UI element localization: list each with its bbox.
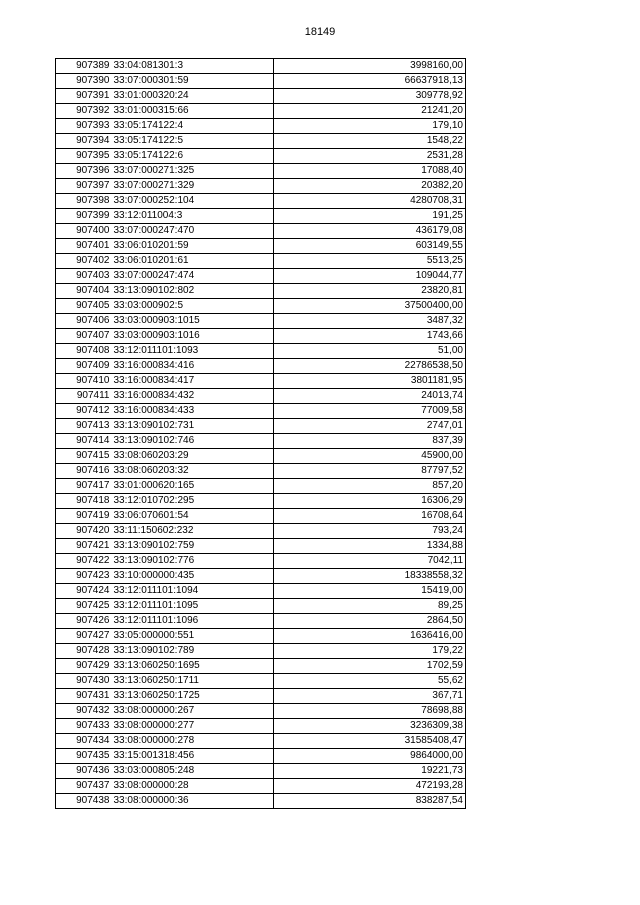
table-row [56, 134, 466, 149]
cadastral-number-cell: 33:05:174122:6 [112, 149, 274, 164]
table-row [56, 269, 466, 284]
table-row [56, 539, 466, 554]
table-row [56, 239, 466, 254]
value-cell: 2747,01 [274, 419, 466, 434]
table-row [56, 194, 466, 209]
row-id-cell: 907398 [56, 194, 112, 209]
table-row [56, 689, 466, 704]
row-id-cell: 907413 [56, 419, 112, 434]
row-id-cell: 907399 [56, 209, 112, 224]
table-row [56, 404, 466, 419]
row-id-cell: 907406 [56, 314, 112, 329]
cadastral-number-cell: 33:12:010702:295 [112, 494, 274, 509]
table-row [56, 494, 466, 509]
value-cell: 15419,00 [274, 584, 466, 599]
table-row [56, 629, 466, 644]
row-id-cell: 907412 [56, 404, 112, 419]
table-row [56, 314, 466, 329]
table-row [56, 779, 466, 794]
value-cell: 109044,77 [274, 269, 466, 284]
value-cell: 191,25 [274, 209, 466, 224]
table-row [56, 209, 466, 224]
table-row [56, 614, 466, 629]
value-cell: 367,71 [274, 689, 466, 704]
value-cell: 45900,00 [274, 449, 466, 464]
table-row [56, 569, 466, 584]
cadastral-number-cell: 33:01:000315:66 [112, 104, 274, 119]
table-row [56, 284, 466, 299]
cadastral-number-cell: 33:05:174122:5 [112, 134, 274, 149]
cadastral-number-cell: 33:03:000903:1016 [112, 329, 274, 344]
cadastral-number-cell: 33:13:090102:789 [112, 644, 274, 659]
table-row [56, 104, 466, 119]
row-id-cell: 907405 [56, 299, 112, 314]
row-id-cell: 907432 [56, 704, 112, 719]
table-row [56, 479, 466, 494]
value-cell: 24013,74 [274, 389, 466, 404]
value-cell: 77009,58 [274, 404, 466, 419]
cadastral-number-cell: 33:08:060203:32 [112, 464, 274, 479]
row-id-cell: 907411 [56, 389, 112, 404]
value-cell: 89,25 [274, 599, 466, 614]
value-cell: 838287,54 [274, 794, 466, 809]
row-id-cell: 907403 [56, 269, 112, 284]
table-row [56, 74, 466, 89]
value-cell: 16708,64 [274, 509, 466, 524]
cadastral-number-cell: 33:16:000834:432 [112, 389, 274, 404]
table-row [56, 344, 466, 359]
table-row [56, 509, 466, 524]
cadastral-number-cell: 33:06:010201:61 [112, 254, 274, 269]
cadastral-number-cell: 33:06:010201:59 [112, 239, 274, 254]
cadastral-number-cell: 33:07:000301:59 [112, 74, 274, 89]
cadastral-number-cell: 33:16:000834:417 [112, 374, 274, 389]
table-row [56, 704, 466, 719]
value-cell: 1743,66 [274, 329, 466, 344]
table-row [56, 659, 466, 674]
value-cell: 793,24 [274, 524, 466, 539]
table-row [56, 554, 466, 569]
cadastral-number-cell: 33:13:090102:759 [112, 539, 274, 554]
row-id-cell: 907392 [56, 104, 112, 119]
value-cell: 5513,25 [274, 254, 466, 269]
cadastral-number-cell: 33:13:090102:802 [112, 284, 274, 299]
cadastral-number-cell: 33:13:060250:1695 [112, 659, 274, 674]
table-row [56, 434, 466, 449]
cadastral-number-cell: 33:05:000000:551 [112, 629, 274, 644]
cadastral-number-cell: 33:05:174122:4 [112, 119, 274, 134]
cadastral-number-cell: 33:06:070601:54 [112, 509, 274, 524]
value-cell: 1548,22 [274, 134, 466, 149]
cadastral-number-cell: 33:13:060250:1711 [112, 674, 274, 689]
row-id-cell: 907435 [56, 749, 112, 764]
table-row [56, 389, 466, 404]
value-cell: 20382,20 [274, 179, 466, 194]
cadastral-number-cell: 33:11:150602:232 [112, 524, 274, 539]
value-cell: 2531,28 [274, 149, 466, 164]
table-row [56, 254, 466, 269]
row-id-cell: 907391 [56, 89, 112, 104]
cadastral-number-cell: 33:08:000000:28 [112, 779, 274, 794]
table-row [56, 359, 466, 374]
value-cell: 22786538,50 [274, 359, 466, 374]
row-id-cell: 907402 [56, 254, 112, 269]
table-row [56, 584, 466, 599]
value-cell: 3236309,38 [274, 719, 466, 734]
cadastral-number-cell: 33:07:000247:470 [112, 224, 274, 239]
row-id-cell: 907433 [56, 719, 112, 734]
row-id-cell: 907415 [56, 449, 112, 464]
value-cell: 1702,59 [274, 659, 466, 674]
row-id-cell: 907410 [56, 374, 112, 389]
value-cell: 87797,52 [274, 464, 466, 479]
table-row [56, 89, 466, 104]
row-id-cell: 907416 [56, 464, 112, 479]
value-cell: 603149,55 [274, 239, 466, 254]
row-id-cell: 907436 [56, 764, 112, 779]
table-row [56, 224, 466, 239]
row-id-cell: 907434 [56, 734, 112, 749]
cadastral-number-cell: 33:01:000320:24 [112, 89, 274, 104]
row-id-cell: 907401 [56, 239, 112, 254]
cadastral-number-cell: 33:01:000620:165 [112, 479, 274, 494]
row-id-cell: 907425 [56, 599, 112, 614]
value-cell: 23820,81 [274, 284, 466, 299]
row-id-cell: 907424 [56, 584, 112, 599]
page-number: 18149 [304, 26, 336, 38]
cadastral-number-cell: 33:12:011101:1095 [112, 599, 274, 614]
row-id-cell: 907393 [56, 119, 112, 134]
table-row [56, 524, 466, 539]
cadastral-number-cell: 33:08:000000:278 [112, 734, 274, 749]
cadastral-number-cell: 33:16:000834:416 [112, 359, 274, 374]
value-cell: 1334,88 [274, 539, 466, 554]
value-cell: 3801181,95 [274, 374, 466, 389]
value-cell: 837,39 [274, 434, 466, 449]
row-id-cell: 907418 [56, 494, 112, 509]
cadastral-number-cell: 33:07:000271:329 [112, 179, 274, 194]
row-id-cell: 907420 [56, 524, 112, 539]
cadastral-number-cell: 33:07:000252:104 [112, 194, 274, 209]
registry-table [55, 58, 466, 809]
table-row [56, 674, 466, 689]
cadastral-number-cell: 33:03:000805:248 [112, 764, 274, 779]
value-cell: 19221,73 [274, 764, 466, 779]
row-id-cell: 907438 [56, 794, 112, 809]
row-id-cell: 907397 [56, 179, 112, 194]
row-id-cell: 907396 [56, 164, 112, 179]
value-cell: 309778,92 [274, 89, 466, 104]
cadastral-number-cell: 33:08:000000:267 [112, 704, 274, 719]
value-cell: 3998160,00 [274, 59, 466, 74]
row-id-cell: 907390 [56, 74, 112, 89]
row-id-cell: 907389 [56, 59, 112, 74]
cadastral-number-cell: 33:12:011101:1094 [112, 584, 274, 599]
cadastral-number-cell: 33:08:060203:29 [112, 449, 274, 464]
table-row [56, 164, 466, 179]
cadastral-number-cell: 33:08:000000:36 [112, 794, 274, 809]
value-cell: 7042,11 [274, 554, 466, 569]
cadastral-number-cell: 33:03:000902:5 [112, 299, 274, 314]
cadastral-number-cell: 33:13:090102:731 [112, 419, 274, 434]
row-id-cell: 907437 [56, 779, 112, 794]
cadastral-number-cell: 33:04:081301:3 [112, 59, 274, 74]
table-row [56, 299, 466, 314]
row-id-cell: 907400 [56, 224, 112, 239]
cadastral-number-cell: 33:16:000834:433 [112, 404, 274, 419]
row-id-cell: 907423 [56, 569, 112, 584]
row-id-cell: 907394 [56, 134, 112, 149]
value-cell: 16306,29 [274, 494, 466, 509]
table-row [56, 179, 466, 194]
table-row [56, 734, 466, 749]
row-id-cell: 907395 [56, 149, 112, 164]
value-cell: 1636416,00 [274, 629, 466, 644]
table-row [56, 59, 466, 74]
row-id-cell: 907417 [56, 479, 112, 494]
value-cell: 3487,32 [274, 314, 466, 329]
cadastral-number-cell: 33:15:001318:456 [112, 749, 274, 764]
cadastral-number-cell: 33:13:060250:1725 [112, 689, 274, 704]
value-cell: 31585408,47 [274, 734, 466, 749]
cadastral-number-cell: 33:07:000271:325 [112, 164, 274, 179]
value-cell: 55,62 [274, 674, 466, 689]
cadastral-number-cell: 33:10:000000:435 [112, 569, 274, 584]
value-cell: 857,20 [274, 479, 466, 494]
cadastral-number-cell: 33:07:000247:474 [112, 269, 274, 284]
value-cell: 179,10 [274, 119, 466, 134]
row-id-cell: 907427 [56, 629, 112, 644]
value-cell: 17088,40 [274, 164, 466, 179]
table-row [56, 599, 466, 614]
value-cell: 4280708,31 [274, 194, 466, 209]
row-id-cell: 907408 [56, 344, 112, 359]
value-cell: 51,00 [274, 344, 466, 359]
row-id-cell: 907421 [56, 539, 112, 554]
row-id-cell: 907431 [56, 689, 112, 704]
cadastral-number-cell: 33:03:000903:1015 [112, 314, 274, 329]
table-row [56, 329, 466, 344]
table-row [56, 149, 466, 164]
row-id-cell: 907422 [56, 554, 112, 569]
table-row [56, 119, 466, 134]
row-id-cell: 907414 [56, 434, 112, 449]
cadastral-number-cell: 33:12:011101:1093 [112, 344, 274, 359]
table-row [56, 374, 466, 389]
cadastral-number-cell: 33:12:011101:1096 [112, 614, 274, 629]
value-cell: 2864,50 [274, 614, 466, 629]
value-cell: 78698,88 [274, 704, 466, 719]
table-row [56, 464, 466, 479]
table-row [56, 749, 466, 764]
row-id-cell: 907430 [56, 674, 112, 689]
value-cell: 179,22 [274, 644, 466, 659]
registry-table-body [56, 59, 466, 809]
cadastral-number-cell: 33:13:090102:776 [112, 554, 274, 569]
cadastral-number-cell: 33:13:090102:746 [112, 434, 274, 449]
value-cell: 66637918,13 [274, 74, 466, 89]
table-row [56, 419, 466, 434]
table-row [56, 449, 466, 464]
table-row [56, 764, 466, 779]
row-id-cell: 907428 [56, 644, 112, 659]
row-id-cell: 907407 [56, 329, 112, 344]
row-id-cell: 907409 [56, 359, 112, 374]
value-cell: 472193,28 [274, 779, 466, 794]
value-cell: 21241,20 [274, 104, 466, 119]
row-id-cell: 907404 [56, 284, 112, 299]
row-id-cell: 907426 [56, 614, 112, 629]
value-cell: 436179,08 [274, 224, 466, 239]
table-row [56, 794, 466, 809]
value-cell: 18338558,32 [274, 569, 466, 584]
table-row [56, 719, 466, 734]
value-cell: 37500400,00 [274, 299, 466, 314]
cadastral-number-cell: 33:12:011004:3 [112, 209, 274, 224]
cadastral-number-cell: 33:08:000000:277 [112, 719, 274, 734]
row-id-cell: 907419 [56, 509, 112, 524]
row-id-cell: 907429 [56, 659, 112, 674]
value-cell: 9864000,00 [274, 749, 466, 764]
table-row [56, 644, 466, 659]
